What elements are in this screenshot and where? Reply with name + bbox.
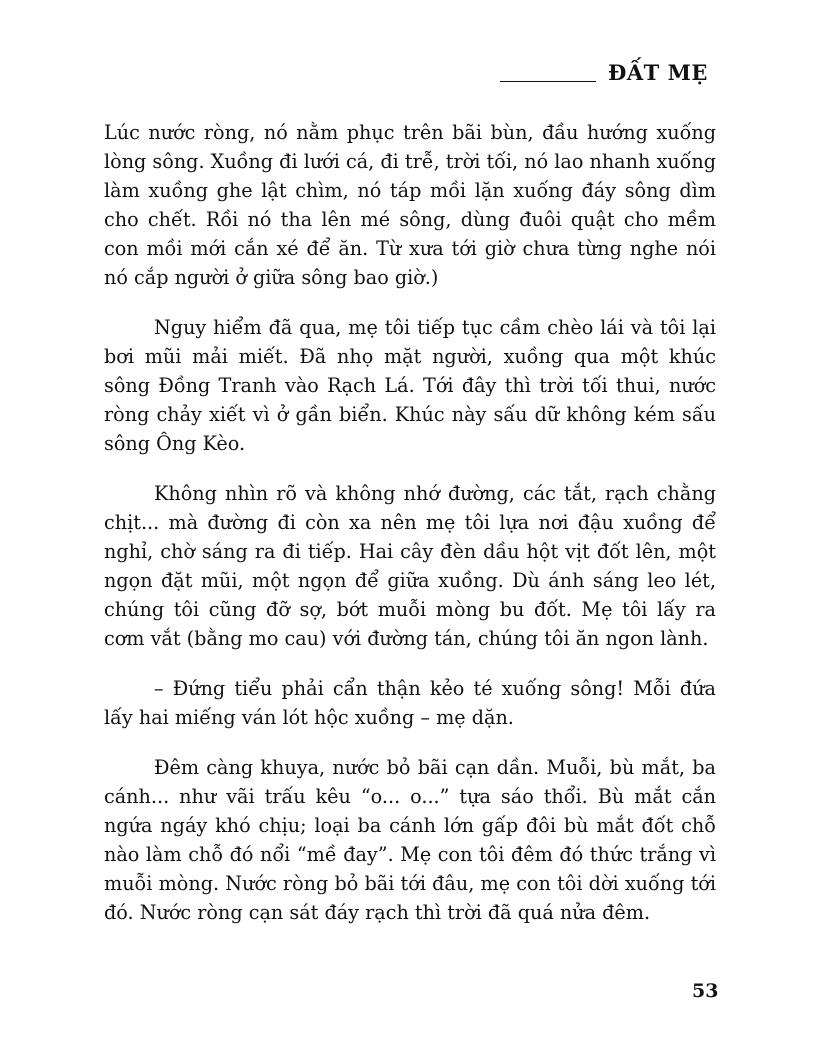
page-number: 53 [692,980,719,1002]
running-header [500,60,720,90]
running-title: ĐẤT MẸ [608,60,708,85]
body-text [104,118,716,927]
paragraph-3: Không nhìn rõ và không nhớ đường, các tắt, rạch chằng chịt... mà đường đi còn xa nên mẹ tôi lựa nơi đậu xuồng để nghỉ, chờ sáng ra đi tiếp. Hai cây đèn dầu hột vịt đốt lên, một ngọn đặt mũi, một ngọn để giữa xuồng. Dù ánh sáng leo lét, chúng tôi cũng đỡ sợ, bớt muỗi mòng bu đốt. Mẹ tôi lấy ra cơm vắt (bằng mo cau) với đường tán, chúng tôi ăn ngon lành. [104,482,716,650]
paragraph-5: Đêm càng khuya, nước bỏ bãi cạn dần. Muỗi, bù mắt, ba cánh... như vãi trấu kêu “o... o...” tựa sáo thổi. Bù mắt cắn ngứa ngáy khó chịu; loại ba cánh lớn gấp đôi bù mắt đốt chỗ nào làm chỗ đó nổi “mề đay”. Mẹ con tôi đêm đó thức trắng vì muỗi mòng. Nước ròng bỏ bãi tới đâu, mẹ con tôi dời xuống tới đó. Nước ròng cạn sát đáy rạch thì trời đã quá nửa đêm. [104,756,716,924]
paragraph-4: – Đứng tiểu phải cẩn thận kẻo té xuống sông! Mỗi đứa lấy hai miếng ván lót hộc xuồng – mẹ dặn. [104,677,716,729]
header-rule [500,81,596,82]
paragraph-1: Lúc nước ròng, nó nằm phục trên bãi bùn, đầu hướng xuống lòng sông. Xuồng đi lưới cá, đi trễ, trời tối, nó lao nhanh xuống làm xuồng ghe lật chìm, nó táp mồi lặn xuống đáy sông dìm cho chết. Rồi nó tha lên mé sông, dùng đuôi quật cho mềm con mồi mới cắn xé để ăn. Từ xưa tới giờ chưa từng nghe nói nó cắp người ở giữa sông bao giờ.) [104,121,716,289]
paragraph-2: Nguy hiểm đã qua, mẹ tôi tiếp tục cầm chèo lái và tôi lại bơi mũi mải miết. Đã nhọ mặt người, xuồng qua một khúc sông Đồng Tranh vào Rạch Lá. Tới đây thì trời tối thui, nước ròng chảy xiết vì ở gần biển. Khúc này sấu dữ không kém sấu sông Ông Kèo. [104,316,716,455]
